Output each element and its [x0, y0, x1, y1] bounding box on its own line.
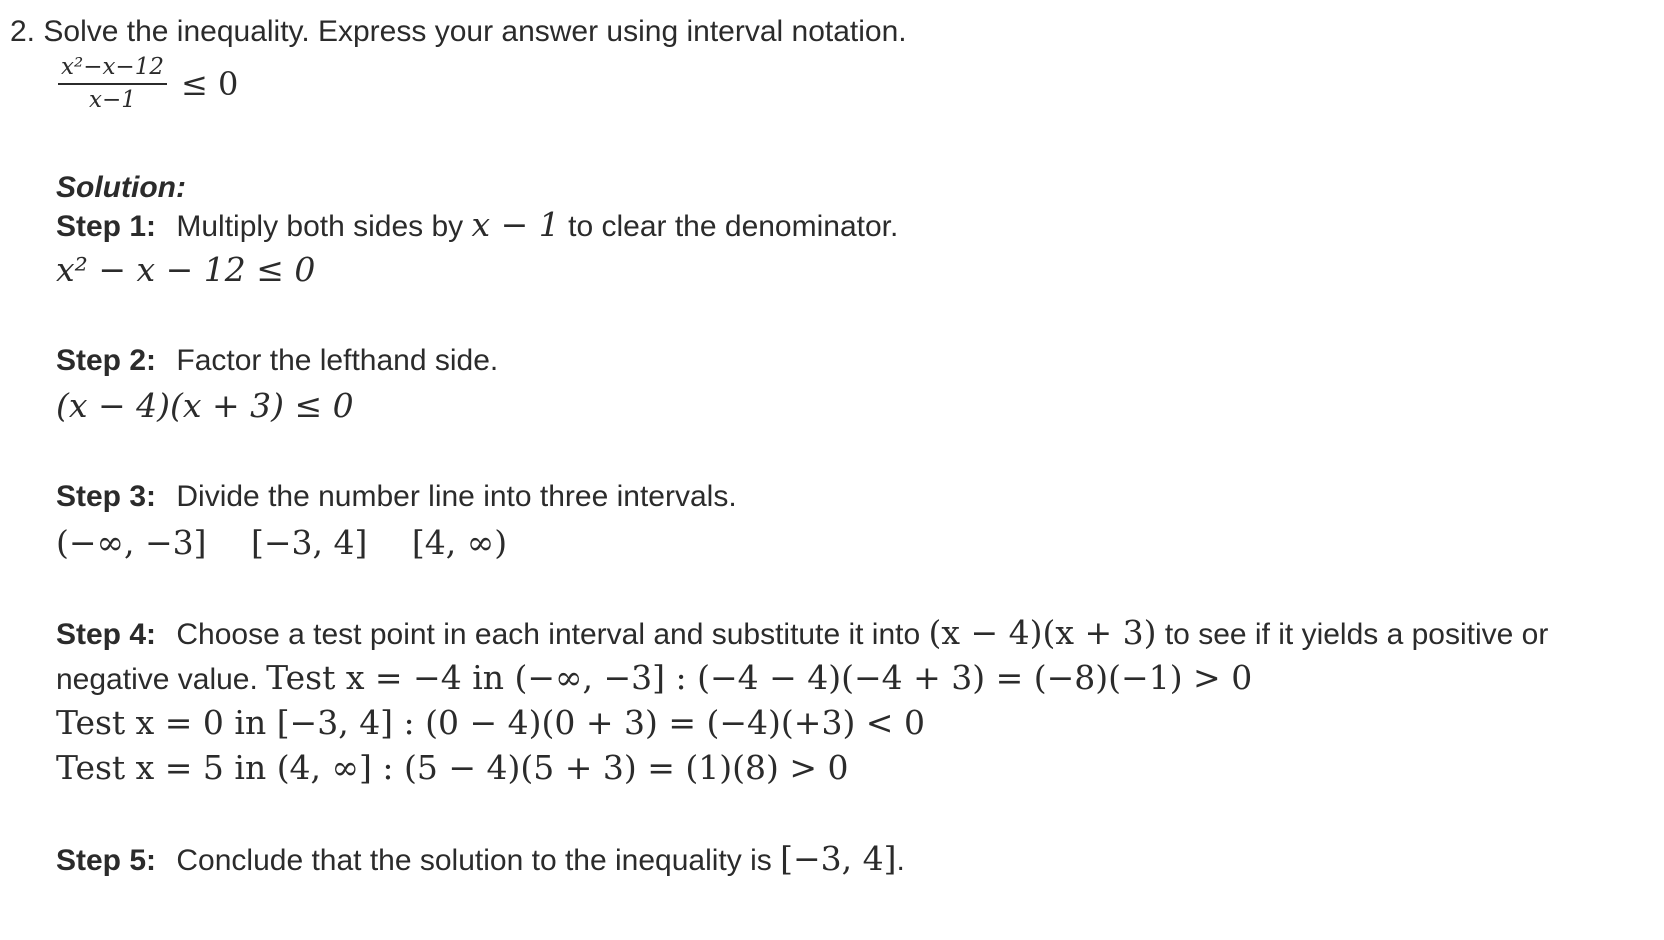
step-4-math-inline: (x − 4)(x + 3)	[928, 613, 1157, 652]
step-2-text: Factor the lefthand side.	[176, 344, 499, 377]
step-2-line	[56, 341, 498, 381]
step-3-label: Step 3:	[56, 480, 157, 513]
step-1-text-after: to clear the denominator.	[568, 210, 899, 243]
step-4-test-1: Test x = −4 in (−∞, −3] : (−4 − 4)(−4 + 3) = (−8)(−1) > 0	[266, 658, 1253, 697]
interval-3: [4, ∞)	[411, 523, 508, 562]
question-text: Solve the inequality. Express your answer using interval notation.	[43, 15, 907, 48]
step-1-math-inline: x − 1	[471, 205, 560, 244]
inequality-expression	[58, 54, 238, 114]
question-number: 2.	[10, 15, 36, 48]
question-line	[10, 12, 907, 52]
step-4-text-after: to see if it yields a positive or	[1164, 618, 1549, 651]
step-5-line	[56, 839, 905, 881]
step-4-line2-text: negative value.	[56, 663, 258, 696]
step-4-line-2	[56, 658, 1252, 700]
step-5-period: .	[896, 844, 905, 877]
step-5-text-before: Conclude that the solution to the inequality is	[176, 844, 772, 877]
fraction-numerator: x²−x−12	[58, 54, 167, 85]
step-4-test-3: Test x = 5 in (4, ∞] : (5 − 4)(5 + 3) = (1)(8) > 0	[56, 748, 849, 787]
step-2-result: (x − 4)(x + 3) ≤ 0	[56, 386, 354, 425]
interval-1: (−∞, −3]	[56, 523, 207, 562]
fraction-denominator: x−1	[89, 87, 136, 113]
step-5-label: Step 5:	[56, 844, 157, 877]
step-1-line	[56, 205, 898, 247]
step-3-text: Divide the number line into three intervals.	[176, 480, 737, 513]
step-4-text-before: Choose a test point in each interval and substitute it into	[176, 618, 921, 651]
inequality-rhs: ≤ 0	[180, 65, 239, 103]
step-2-label: Step 2:	[56, 344, 157, 377]
fraction	[58, 54, 167, 114]
step-3-line	[56, 477, 737, 517]
step-5-answer: [−3, 4]	[780, 839, 897, 878]
interval-2: [−3, 4]	[251, 523, 368, 562]
solution-label: Solution:	[56, 171, 186, 204]
step-1-text-before: Multiply both sides by	[176, 210, 464, 243]
step-4-label: Step 4:	[56, 618, 157, 651]
step-1-label: Step 1:	[56, 210, 157, 243]
step-1-result: x² − x − 12 ≤ 0	[56, 250, 316, 289]
step-4-line	[56, 613, 1548, 655]
step-4-test-2: Test x = 0 in [−3, 4] : (0 − 4)(0 + 3) = (−4)(+3) < 0	[56, 703, 925, 742]
step-3-intervals	[56, 523, 507, 563]
